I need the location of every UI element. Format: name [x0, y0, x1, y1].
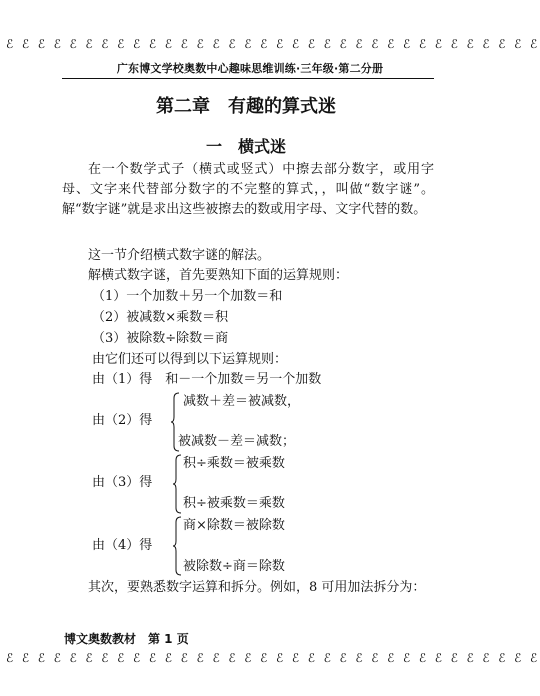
- brace-icon: [172, 454, 182, 514]
- header-rule: [62, 78, 434, 79]
- decorative-border-top: ℰ ℰ ℰ ℰ ℰ ℰ ℰ ℰ ℰ ℰ ℰ ℰ ℰ ℰ ℰ ℰ ℰ ℰ ℰ ℰ ℰ ℰ ℰ ℰ ℰ ℰ ℰ ℰ ℰ ℰ ℰ ℰ ℰ ℰ: [6, 37, 540, 51]
- intro-paragraph-3: 解横式数字谜，首先要熟知下面的运算规则：: [88, 268, 349, 283]
- derived-from-4-b: 被除数÷商＝除数: [183, 559, 285, 574]
- intro-paragraph-2: 这一节介绍横式数字谜的解法。: [88, 248, 271, 263]
- header-title: 广东博文学校奥数中心趣味思维训练·三年级·第二分册: [116, 62, 384, 75]
- derived-from-1: 由（1）得 和－一个加数＝另一个加数: [92, 372, 322, 387]
- closing-paragraph: 其次，要熟悉数字运算和拆分。例如，8 可用加法拆分为：: [88, 580, 426, 595]
- derived-from-3-label: 由（3）得: [92, 475, 153, 490]
- decorative-border-bottom: ℰ ℰ ℰ ℰ ℰ ℰ ℰ ℰ ℰ ℰ ℰ ℰ ℰ ℰ ℰ ℰ ℰ ℰ ℰ ℰ ℰ ℰ ℰ ℰ ℰ ℰ ℰ ℰ ℰ ℰ ℰ ℰ ℰ ℰ: [6, 651, 540, 665]
- chapter-title: 第二章 有趣的算式迷: [156, 96, 336, 117]
- page-footer: 博文奥数教材 第 1 页: [64, 632, 189, 646]
- derived-from-3-b: 积÷被乘数＝乘数: [183, 496, 285, 511]
- derived-from-3-a: 积÷乘数＝被乘数: [183, 456, 285, 471]
- derived-intro: 由它们还可以得到以下运算规则：: [92, 352, 288, 367]
- section-title: 一 横式迷: [205, 137, 286, 156]
- derived-from-4-a: 商×除数＝被除数: [183, 518, 285, 533]
- derived-from-4-label: 由（4）得: [92, 538, 153, 553]
- brace-icon: [172, 516, 182, 576]
- derived-from-2-label: 由（2）得: [92, 413, 153, 428]
- derived-from-2-a: 减数＋差＝被减数，: [183, 394, 301, 409]
- rule-1: （1）一个加数＋另一个加数＝和: [92, 289, 283, 304]
- derived-from-2-b: 被减数－差＝减数；: [178, 434, 296, 449]
- intro-paragraph: 在一个数学式子（横式或竖式）中擦去部分数字，或用字母、文字来代替部分数字的不完整的算式，，叫做“数字谜”。解“数字谜”就是求出这些被擦去的数或用字母、文字代替的数。: [62, 162, 434, 217]
- rule-3: （3）被除数÷除数＝商: [92, 331, 229, 346]
- rule-2: （2）被减数×乘数＝积: [92, 310, 229, 325]
